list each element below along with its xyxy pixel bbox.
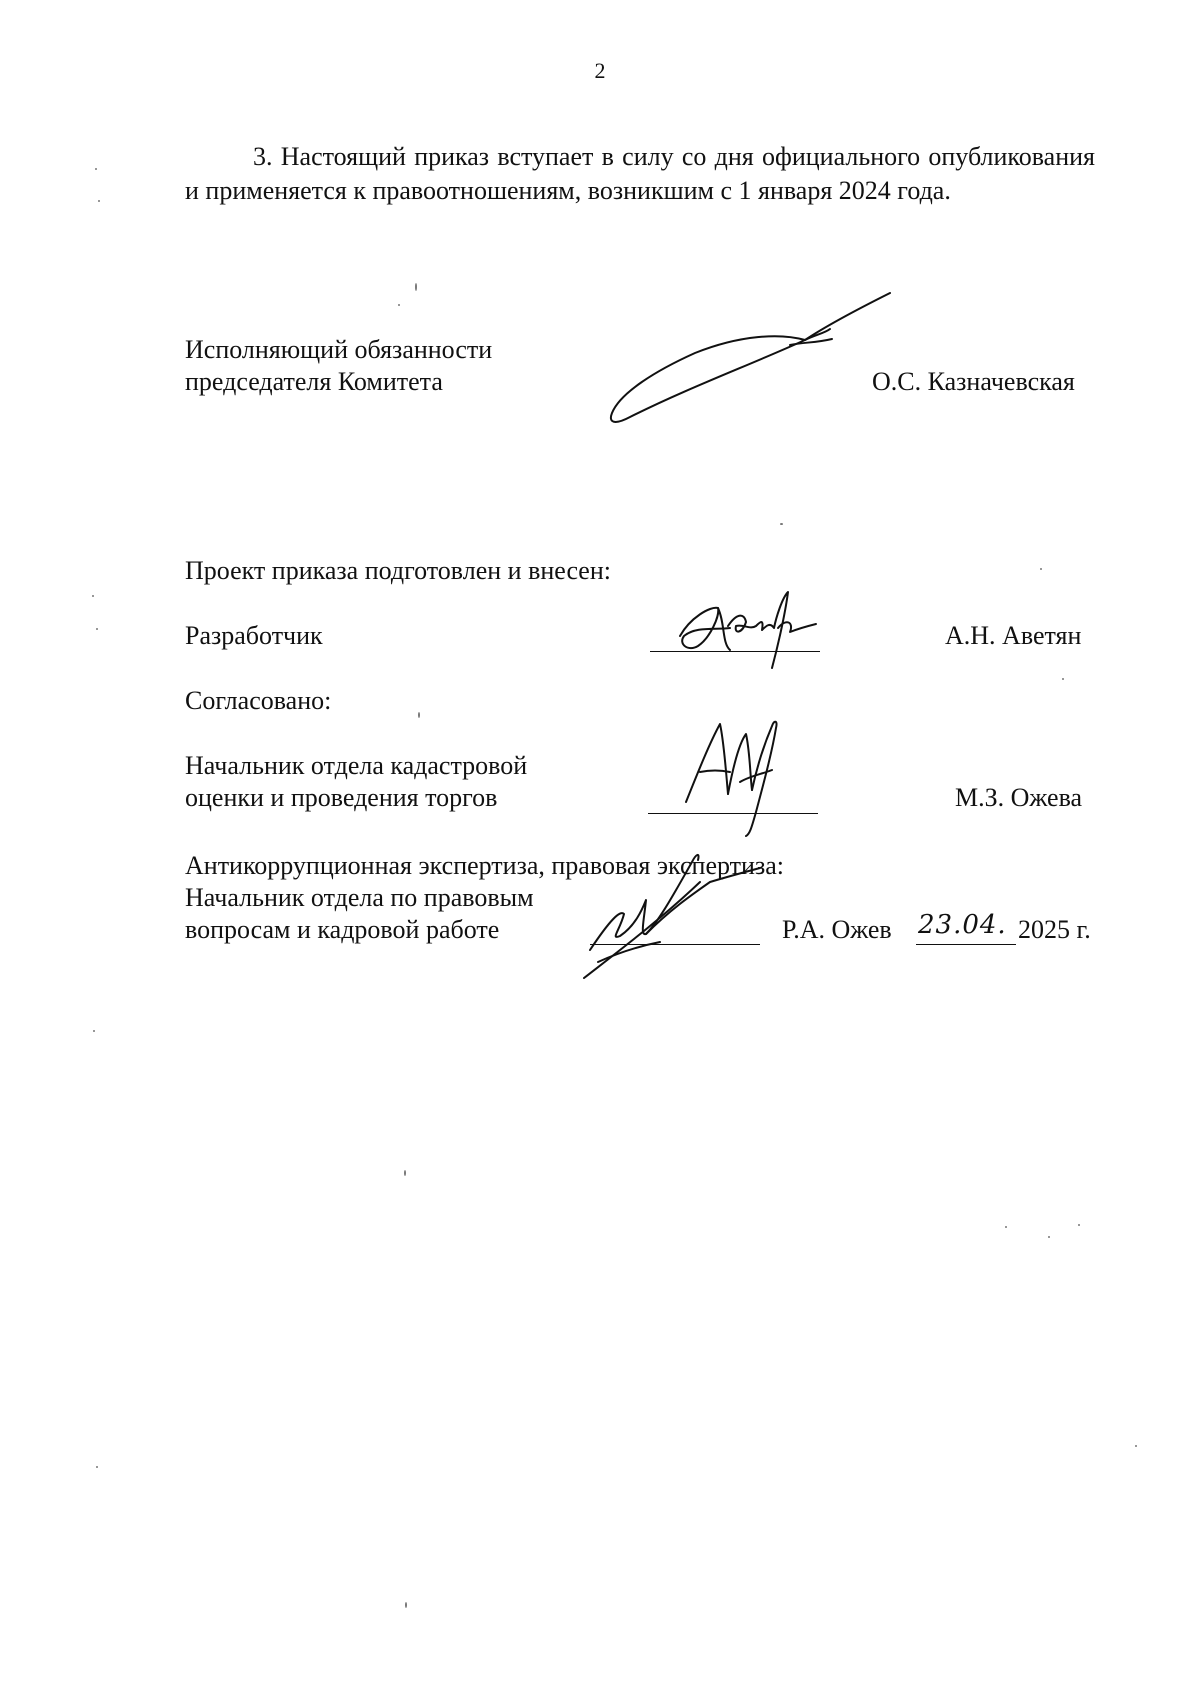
developer-name: А.Н. Аветян <box>945 621 1082 650</box>
acting-chair-signature <box>600 285 900 435</box>
scan-speck <box>1005 1226 1007 1228</box>
scan-speck <box>96 628 98 630</box>
scan-speck <box>1135 1445 1137 1447</box>
cadastral-head-name: М.З. Ожева <box>955 783 1083 812</box>
developer-role: Разработчик <box>185 621 323 650</box>
scan-speck <box>98 200 100 202</box>
scan-speck <box>404 1170 406 1176</box>
cadastral-head-position-line2: оценки и проведения торгов <box>185 783 498 812</box>
legal-head-name: Р.А. Ожев <box>782 915 892 944</box>
scan-speck <box>93 1030 95 1032</box>
paragraph-3: 3. Настоящий приказ вступает в силу со дня официального опубликования и применяется к правоотношениям, возникшим с 1 января 2024 года. <box>185 142 1095 205</box>
cadastral-head-signature <box>680 712 790 842</box>
scan-speck <box>1062 678 1064 680</box>
acting-chair-position-line1: Исполняющий обязанности <box>185 335 493 364</box>
cadastral-head-position-line1: Начальник отдела кадастровой <box>185 751 528 780</box>
developer-signature <box>670 588 830 678</box>
scan-speck <box>92 595 94 597</box>
legal-head-position-line2: вопросам и кадровой работе <box>185 915 500 944</box>
scan-speck <box>96 1466 98 1468</box>
legal-head-signature <box>580 840 780 980</box>
handwritten-date: 23.04. <box>918 910 1007 940</box>
scan-speck <box>95 168 97 170</box>
scan-speck <box>398 304 400 306</box>
date-underline <box>916 944 1016 945</box>
year-suffix: 2025 г. <box>1018 915 1091 944</box>
scan-speck <box>418 712 420 718</box>
scan-speck <box>415 283 417 291</box>
acting-chair-position-line2: председателя Комитета <box>185 367 443 396</box>
scan-speck <box>1078 1224 1080 1226</box>
acting-chair-name: О.С. Казначевская <box>872 367 1075 396</box>
project-intro: Проект приказа подготовлен и внесен: <box>185 556 611 585</box>
legal-head-position-line1: Начальник отдела по правовым <box>185 883 534 912</box>
scan-speck <box>1040 568 1042 570</box>
page-number: 2 <box>594 58 606 83</box>
scan-speck <box>1048 1236 1050 1238</box>
agreed-label: Согласовано: <box>185 686 332 715</box>
scan-speck <box>405 1602 407 1608</box>
scan-speck <box>780 523 783 525</box>
legal-review-heading: Антикоррупционная экспертиза, правовая экспертиза: <box>185 851 784 880</box>
